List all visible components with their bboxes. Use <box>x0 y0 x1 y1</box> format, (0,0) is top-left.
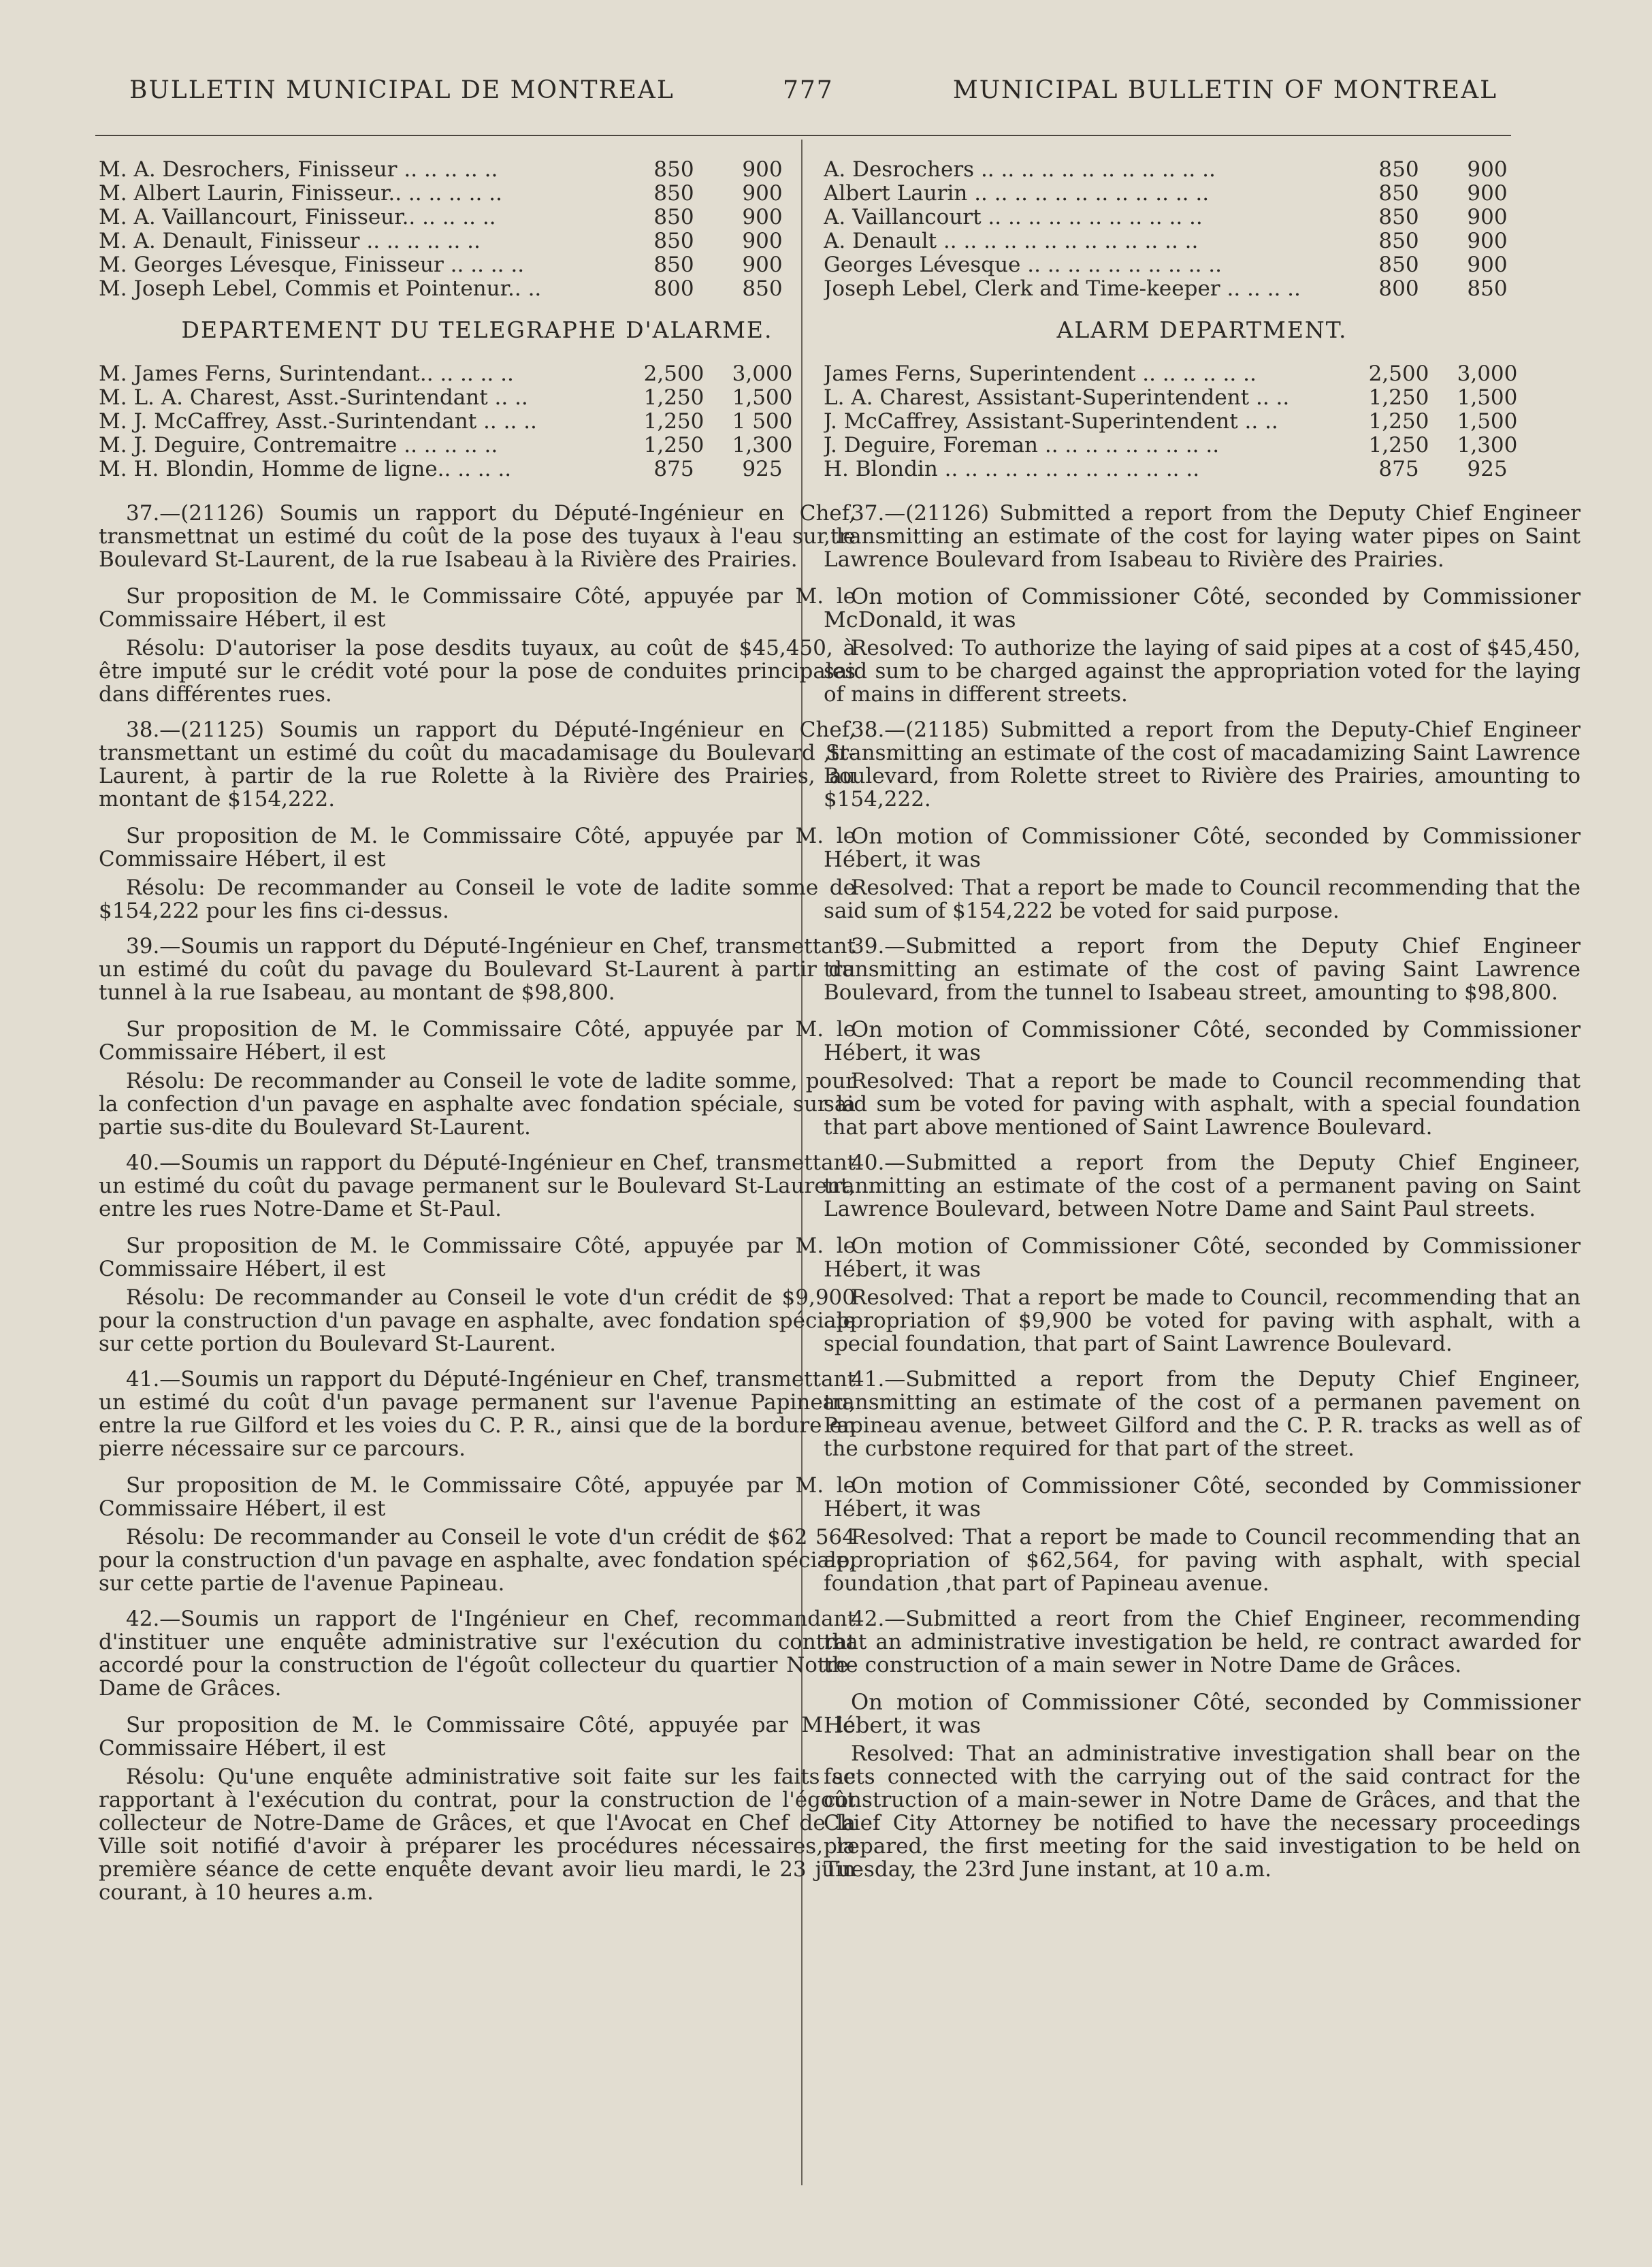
motion-text: On motion of Commissioner Côté, seconded by Commissioner McDonald, it was <box>824 583 1581 632</box>
salary-row: H. Blondin .. .. .. .. .. .. .. .. .. .. .. .. .. 875 925 <box>824 457 1508 481</box>
page-header <box>129 76 1497 117</box>
salary-row: M. Georges Lévesque, Finisseur .. .. .. .. 850 900 <box>99 253 783 277</box>
minute-item <box>99 718 856 922</box>
report-text: 42.—Soumis un rapport de l'Ingénieur en Chef, recommandant d'instituer une enquête administrative sur l'exécution du contrat accordé pour la construction de l'égoût collecteur du quartier Notre-Dame de Grâces. <box>99 1607 856 1701</box>
salary-row: M. James Ferns, Surintendant.. .. .. .. .. 2,500 3,000 <box>99 361 793 386</box>
salary-row: M. H. Blondin, Homme de ligne.. .. .. .. 875 925 <box>99 457 783 481</box>
report-text: 37.—(21126) Soumis un rapport du Député-Ingénieur en Chef, transmettnat un estimé du coût de la pose des tuyaux à l'eau sur le Boulevard St-Laurent, de la rue Isabeau à la Rivière des Prairies. <box>99 501 856 572</box>
report-text: 38.—(21185) Submitted a report from the Deputy-Chief Engineer ,transmitting an estimate of the cost of macadamizing Saint Lawrence Boulevard, from Rolette street to Rivière des Prairies, amounting to $154,222. <box>824 718 1581 811</box>
header-rule <box>95 135 1511 136</box>
resolution-text: Resolved: That a report be made to Council recommending that said sum be voted for paving with asphalt, with a special foundation that part above mentioned of Saint Lawrence Boulevard. <box>824 1069 1581 1140</box>
motion-text: Sur proposition de M. le Commissaire Côté, appuyée par M. le Commissaire Hébert, il est <box>99 1234 856 1281</box>
minute-item <box>99 1368 856 1595</box>
minute-item <box>99 1607 856 1904</box>
report-text: 41.—Submitted a report from the Deputy Chief Engineer, transmitting an estimate of the cost of a permanen pavement on Papineau avenue, betweet Gilford and the C. P. R. tracks as well as of the curbstone required for that part of the street. <box>824 1367 1581 1461</box>
department-salary-list <box>824 362 1581 481</box>
minute-item <box>824 718 1581 922</box>
resolution-text: Resolved: That a report be made to Council recommending that the said sum of $154,222 be voted for said purpose. <box>824 875 1581 923</box>
minute-item <box>99 1151 856 1355</box>
salary-row: M. J. Deguire, Contremaitre .. .. .. .. .. 1,250 1,300 <box>99 433 793 457</box>
resolution-text: Resolved: That a report be made to Council recommending that an appropriation of $62,564, for paving with asphalt, with special foundation ,that part of Papineau avenue. <box>824 1525 1581 1596</box>
salary-list <box>824 158 1581 301</box>
minute-item <box>824 1607 1581 1881</box>
report-text: 40.—Submitted a report from the Deputy Chief Engineer, tranmitting an estimate of the cost of a permanent paving on Saint Lawrence Boulevard, between Notre Dame and Saint Paul streets. <box>824 1151 1581 1221</box>
report-text: 42.—Submitted a reort from the Chief Engineer, recommending that an administrative investigation be held, re contract awarded for the construction of a main sewer in Notre Dame de Grâces. <box>824 1607 1581 1677</box>
header-english-title: MUNICIPAL BULLETIN OF MONTREAL <box>952 76 1497 104</box>
minute-item <box>824 502 1581 706</box>
salary-list <box>99 158 856 301</box>
motion-text: Sur proposition de M. le Commissaire Côté, appuyée par M. le Commissaire Hébert, il est <box>99 584 856 632</box>
resolution-text: Résolu: De recommander au Conseil le vote d'un crédit de $9,900 pour la construction d'un pavage en asphalte, avec fondation spéciale sur cette portion du Boulevard St-Laurent. <box>99 1285 856 1356</box>
report-text: 39.—Soumis un rapport du Député-Ingénieur en Chef, transmettant un estimé du coût du pavage du Boulevard St-Laurent à partir du tunnel à la rue Isabeau, au montant de $98,800. <box>99 934 856 1005</box>
page-number: 777 <box>783 76 834 104</box>
minute-item <box>824 935 1581 1139</box>
salary-row: A. Denault .. .. .. .. .. .. .. .. .. .. .. .. .. 850 900 <box>824 229 1508 253</box>
motion-text: Sur proposition de M. le Commissaire Côté, appuyée par M le Commissaire Hébert, il est <box>99 1713 856 1760</box>
motion-text: On motion of Commissioner Côté, seconded by Commissioner Hébert, it was <box>824 1689 1581 1738</box>
resolution-text: Résolu: De recommander au Conseil le vote de ladite somme de $154,222 pour les fins ci-dessus. <box>99 875 856 923</box>
report-text: 39.—Submitted a report from the Deputy Chief Engineer transmitting an estimate of the cost of paving Saint Lawrence Boulevard, from the tunnel to Isabeau street, amounting to $98,800. <box>824 934 1581 1005</box>
motion-text: On motion of Commissioner Côté, seconded by Commissioner Hébert, it was <box>824 1473 1581 1522</box>
resolution-text: Resolved: That a report be made to Council, recommending that an appropriation of $9,900 be voted for paving with asphalt, with a special foundation, that part of Saint Lawrence Boulevard. <box>824 1285 1581 1356</box>
resolution-text: Résolu: De recommander au Conseil le vote de ladite somme, pour la confection d'un pavage en asphalte avec fondation spéciale, sur la partie sus-dite du Boulevard St-Laurent. <box>99 1069 856 1140</box>
minute-item <box>824 1151 1581 1355</box>
department-heading: DEPARTEMENT DU TELEGRAPHE D'ALARME. <box>181 317 773 343</box>
report-text: 37.—(21126) Submitted a report from the Deputy Chief Engineer ,transmitting an estimate of the cost for laying water pipes on Saint Lawrence Boulevard from Isabeau to Rivière des Prairies. <box>824 501 1581 572</box>
motion-text: On motion of Commissioner Côté, seconded by Commissioner Hébert, it was <box>824 1016 1581 1065</box>
salary-row: J. McCaffrey, Assistant-Superintendent .. .. 1,250 1,500 <box>824 409 1518 434</box>
minute-item <box>824 1368 1581 1595</box>
resolution-text: Resolved: To authorize the laying of said pipes at a cost of $45,450, said sum to be charged against the appropriation voted for the laying of mains in different streets. <box>824 636 1581 707</box>
french-column <box>99 158 856 1916</box>
department-salary-list <box>99 362 856 481</box>
salary-row: James Ferns, Superintendent .. .. .. .. .. .. 2,500 3,000 <box>824 361 1518 386</box>
resolution-text: Résolu: D'autoriser la pose desdits tuyaux, au coût de $45,450, à être imputé sur le crédit voté pour la pose de conduites principales dans différentes rues. <box>99 636 856 707</box>
motion-text: Sur proposition de M. le Commissaire Côté, appuyée par M. le Commissaire Hébert, il est <box>99 1017 856 1065</box>
motion-text: Sur proposition de M. le Commissaire Côté, appuyée par M. le Commissaire Hébert, il est <box>99 824 856 871</box>
salary-row: L. A. Charest, Assistant-Superintendent .. .. 1,250 1,500 <box>824 385 1518 410</box>
header-french-title: BULLETIN MUNICIPAL DE MONTREAL <box>129 76 675 104</box>
english-column <box>824 158 1581 1893</box>
salary-row: M. Joseph Lebel, Commis et Pointenur.. .. 800 850 <box>99 276 783 301</box>
salary-row: M. A. Vaillancourt, Finisseur.. .. .. .. .. 850 900 <box>99 205 783 229</box>
minute-item <box>99 502 856 706</box>
minute-item <box>99 935 856 1139</box>
report-text: 40.—Soumis un rapport du Député-Ingénieur en Chef, transmettant un estimé du coût du pavage permanent sur le Boulevard St-Laurent, entre les rues Notre-Dame et St-Paul. <box>99 1151 856 1221</box>
resolution-text: Résolu: Qu'une enquête administrative soit faite sur les faits se rapportant à l'exécution du contrat, pour la construction de l'égoût collecteur de Notre-Dame de Grâces, et que l'Avocat en Chef de la Ville soit notifié d'avoir à préparer les procédures nécessaires, la première séance de cette enquête devant avoir lieu mardi, le 23 juin courant, à 10 heures a.m. <box>99 1765 856 1905</box>
salary-row: M. Albert Laurin, Finisseur.. .. .. .. .. .. 850 900 <box>99 181 783 206</box>
resolution-text: Resolved: That an administrative investigation shall bear on the facts connected with the carrying out of the said contract for the construction of a main-sewer in Notre Dame de Grâces, and that the Chief City Attorney be notified to have the necessary proceedings prepared, the first meeting for the said investigation to be held on Tuesday, the 23rd June instant, at 10 a.m. <box>824 1741 1581 1882</box>
motion-text: Sur proposition de M. le Commissaire Côté, appuyée par M. le Commissaire Hébert, il est <box>99 1473 856 1521</box>
salary-row: M. A. Denault, Finisseur .. .. .. .. .. .. 850 900 <box>99 229 783 253</box>
department-heading: ALARM DEPARTMENT. <box>1056 317 1348 343</box>
salary-row: M. A. Desrochers, Finisseur .. .. .. .. .. 850 900 <box>99 157 783 182</box>
salary-row: A. Desrochers .. .. .. .. .. .. .. .. .. .. .. .. 850 900 <box>824 157 1508 182</box>
salary-row: M. J. McCaffrey, Asst.-Surintendant .. .. .. 1,250 1 500 <box>99 409 793 434</box>
salary-row: Georges Lévesque .. .. .. .. .. .. .. .. .. .. 850 900 <box>824 253 1508 277</box>
report-text: 38.—(21125) Soumis un rapport du Député-Ingénieur en Chef, transmettant un estimé du coût du macadamisage du Boulevard St-Laurent, à partir de la rue Rolette à la Rivière des Prairies, au montant de $154,222. <box>99 718 856 811</box>
resolution-text: Résolu: De recommander au Conseil le vote d'un crédit de $62 564 pour la construction d'un pavage en asphalte, avec fondation spéciale, sur cette partie de l'avenue Papineau. <box>99 1525 856 1596</box>
salary-row: J. Deguire, Foreman .. .. .. .. .. .. .. .. .. 1,250 1,300 <box>824 433 1518 457</box>
salary-row: M. L. A. Charest, Asst.-Surintendant .. .. 1,250 1,500 <box>99 385 793 410</box>
report-text: 41.—Soumis un rapport du Député-Ingénieur en Chef, transmettant un estimé du coût d'un pavage permanent sur l'avenue Papineau, entre la rue Gilford et les voies du C. P. R., ainsi que de la bordure en pierre nécessaire sur ce parcours. <box>99 1367 856 1461</box>
motion-text: On motion of Commissioner Côté, seconded by Commissioner Hébert, it was <box>824 1233 1581 1282</box>
salary-row: Albert Laurin .. .. .. .. .. .. .. .. .. .. .. .. 850 900 <box>824 181 1508 206</box>
motion-text: On motion of Commissioner Côté, seconded by Commissioner Hébert, it was <box>824 823 1581 872</box>
salary-row: A. Vaillancourt .. .. .. .. .. .. .. .. .. .. .. 850 900 <box>824 205 1508 229</box>
salary-row: Joseph Lebel, Clerk and Time-keeper .. .. .. .. 800 850 <box>824 276 1508 301</box>
